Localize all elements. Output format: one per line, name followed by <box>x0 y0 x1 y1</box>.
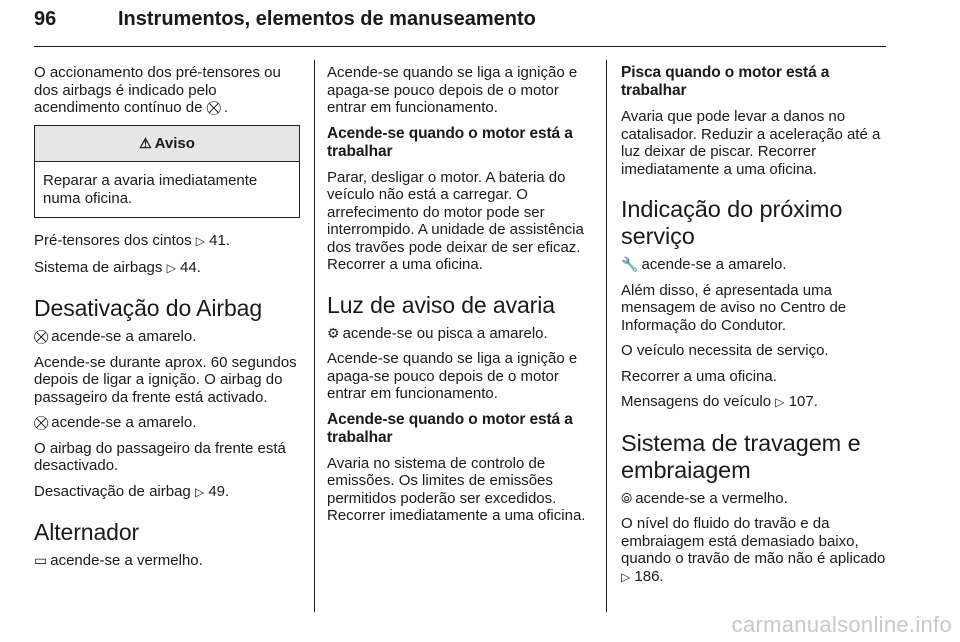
column-2 <box>327 64 597 533</box>
page-reference-arrow-icon: ▷ <box>194 484 205 499</box>
paragraph: Além disso, é apresentada uma mensagem de aviso no Centro de Informação do Condutor. <box>621 281 847 334</box>
subheading: Acende-se quando o motor está a trabalhar <box>327 124 573 160</box>
paragraph: Acende-se quando se liga a ignição e apaga-se pouco depois de o motor entrar em funcionamento. <box>327 350 578 402</box>
section-heading: Alternador <box>34 519 140 545</box>
paragraph: Acende-se durante aprox. 60 segundos depois de ligar a ignição. O airbag do passageiro da frente está activado. <box>34 353 297 406</box>
brake-icon: ⦾ <box>621 489 633 506</box>
paragraph: O accionamento dos pré-tensores ou dos airbags é indicado pelo acendimento contínuo de ⛒ . <box>34 64 281 116</box>
warning-triangle-icon: ⚠ <box>139 134 152 151</box>
cross-reference: Pré-tensores dos cintos ▷ 41. <box>34 232 231 249</box>
column-divider <box>314 60 315 612</box>
section-heading: Indicação do próximo serviço <box>621 196 843 249</box>
paragraph: ⦾ acende-se a vermelho. <box>621 489 788 507</box>
warning-header: ⚠ Aviso <box>35 126 299 163</box>
section-heading: Luz de aviso de avaria <box>327 291 555 318</box>
engine-icon: ⚙ <box>327 324 340 341</box>
page-header <box>34 6 886 47</box>
wrench-car-icon: 🔧 <box>621 256 639 272</box>
section-heading: Sistema de travagem e embraiagem <box>621 429 861 483</box>
warning-box <box>34 125 300 219</box>
paragraph: ⛒ acende-se a amarelo. <box>34 414 197 431</box>
paragraph: Avaria que pode levar a danos no catalisador. Reduzir a aceleração até a luz deixar de piscar. Recorrer imediatamente a uma oficina. <box>621 108 881 178</box>
paragraph: ⚙ acende-se ou pisca a amarelo. <box>327 324 548 342</box>
subheading: Pisca quando o motor está a trabalhar <box>621 64 830 99</box>
cross-reference: Mensagens do veículo ▷ 107. <box>621 393 818 410</box>
warning-text: Reparar a avaria imediatamente numa oficina. <box>43 172 258 207</box>
section-heading: Desativação do Airbag <box>34 295 263 321</box>
column-1 <box>34 64 300 578</box>
page-reference-arrow-icon: ▷ <box>775 395 785 409</box>
subheading: Acende-se quando o motor está a trabalhar <box>327 410 573 446</box>
cross-reference: Desactivação de airbag ▷ 49. <box>34 482 230 500</box>
paragraph: Acende-se quando se liga a ignição e apaga-se pouco depois de o motor entrar em funcionamento. <box>327 64 578 116</box>
paragraph: Avaria no sistema de controlo de emissões. Os limites de emissões permitidos poderão ser excedidos. Recorrer imediatamente a uma oficina. <box>327 454 586 524</box>
paragraph: O veículo necessita de serviço. <box>621 342 829 359</box>
column-divider <box>606 60 607 612</box>
paragraph: ▭ acende-se a vermelho. <box>34 552 203 569</box>
page-reference-arrow-icon: ▷ <box>166 260 176 275</box>
cross-reference: Sistema de airbags ▷ 44. <box>34 258 201 276</box>
paragraph: ⛒ acende-se a amarelo. <box>34 328 197 345</box>
airbag-on-icon: ⛒ <box>34 328 49 344</box>
battery-icon: ▭ <box>34 552 48 568</box>
paragraph: O airbag do passageiro da frente está desactivado. <box>34 439 286 474</box>
paragraph: Parar, desligar o motor. A bateria do veículo não está a carregar. O arrefecimento do motor pode ser interrompido. A unidade de assistência dos travões pode deixar de ser eficaz. Recorrer a uma oficina. <box>327 168 584 273</box>
page-reference-arrow-icon: ▷ <box>195 234 205 248</box>
page-title: Instrumentos, elementos de manuseamento <box>118 8 536 30</box>
airbag-off-icon: ⛒ <box>34 414 49 430</box>
watermark: carmanualsonline.info <box>731 612 952 637</box>
airbag-icon: ⛒ <box>206 99 221 115</box>
page-number: 96 <box>34 8 57 30</box>
column-3 <box>621 64 891 594</box>
paragraph: O nível do fluido do travão e da embraiagem está demasiado baixo, quando o travão de mão não é aplicado ▷ 186. <box>621 515 886 585</box>
page-reference-arrow-icon: ▷ <box>621 569 631 584</box>
paragraph: 🔧 acende-se a amarelo. <box>621 256 787 273</box>
paragraph: Recorrer a uma oficina. <box>621 367 777 385</box>
